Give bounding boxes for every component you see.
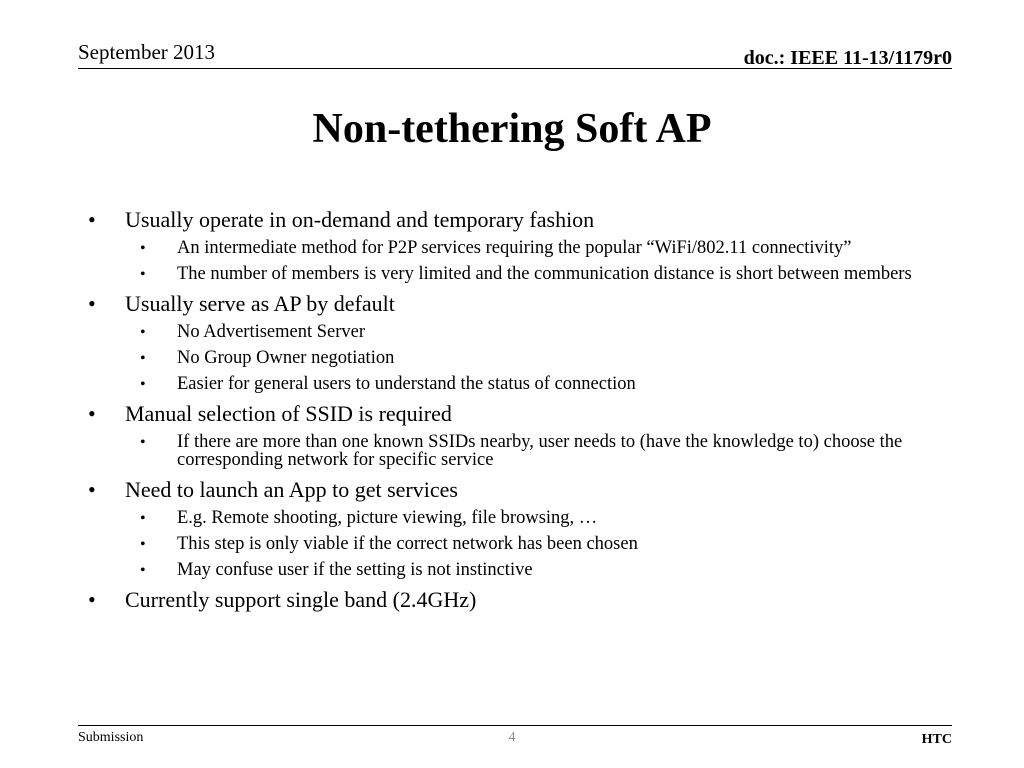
bullet-list — [88, 207, 954, 615]
bullet-text: Need to launch an App to get services — [125, 477, 458, 502]
header-date: September 2013 — [78, 40, 216, 64]
sub-bullet-marker: • — [140, 376, 146, 393]
sub-bullet-item — [125, 265, 954, 283]
sub-bullet-item — [125, 323, 954, 341]
sub-bullet-marker: • — [140, 562, 146, 579]
bullet-text: Currently support single band (2.4GHz) — [125, 587, 477, 612]
bullet-text: Usually serve as AP by default — [125, 291, 395, 316]
bullet-item — [88, 587, 954, 613]
bullet-marker: • — [88, 587, 96, 612]
sub-bullet-text: No Group Owner negotiation — [177, 348, 395, 368]
bullet-item — [88, 291, 954, 393]
sub-bullet-text: No Advertisement Server — [177, 322, 366, 342]
sub-bullet-marker: • — [140, 510, 146, 527]
bullet-item — [88, 477, 954, 579]
bullet-item — [88, 401, 954, 469]
sub-bullet-marker: • — [140, 434, 146, 451]
sub-bullet-text: This step is only viable if the correct network has been chosen — [177, 534, 638, 554]
header-divider — [78, 68, 952, 69]
bullet-marker: • — [88, 401, 96, 426]
bullet-marker: • — [88, 477, 96, 502]
sub-bullet-item — [125, 239, 954, 257]
bullet-marker: • — [88, 207, 96, 232]
sub-bullet-list — [125, 509, 954, 579]
slide-title: Non-tethering Soft AP — [312, 106, 712, 152]
bullet-text: Manual selection of SSID is required — [125, 401, 452, 426]
bullet-item — [88, 207, 954, 283]
sub-bullet-text: If there are more than one known SSIDs nearby, user needs to (have the knowledge to) choose the corresponding network for specific service — [177, 432, 903, 470]
sub-bullet-text: An intermediate method for P2P services requiring the popular “WiFi/802.11 connectivity” — [177, 238, 852, 258]
footer-company: HTC — [921, 732, 952, 747]
sub-bullet-item — [125, 375, 954, 393]
sub-bullet-marker: • — [140, 240, 146, 257]
footer-divider — [78, 725, 952, 726]
sub-bullet-item — [125, 561, 954, 579]
sub-bullet-text: E.g. Remote shooting, picture viewing, file browsing, … — [177, 508, 598, 528]
sub-bullet-marker: • — [140, 536, 146, 553]
page-number: 4 — [508, 730, 516, 745]
header-doc-id: doc.: IEEE 11-13/1179r0 — [743, 47, 952, 69]
sub-bullet-text: May confuse user if the setting is not instinctive — [177, 560, 533, 580]
sub-bullet-marker: • — [140, 350, 146, 367]
sub-bullet-list — [125, 433, 954, 469]
sub-bullet-item — [125, 509, 954, 527]
sub-bullet-item — [125, 535, 954, 553]
bullet-text: Usually operate in on-demand and temporary fashion — [125, 207, 595, 232]
sub-bullet-list — [125, 323, 954, 393]
sub-bullet-item — [125, 349, 954, 367]
sub-bullet-marker: • — [140, 324, 146, 341]
bullet-marker: • — [88, 291, 96, 316]
sub-bullet-text: The number of members is very limited and the communication distance is short between members — [177, 264, 912, 284]
sub-bullet-marker: • — [140, 266, 146, 283]
footer-submission: Submission — [78, 730, 144, 745]
sub-bullet-text: Easier for general users to understand the status of connection — [177, 374, 636, 394]
sub-bullet-item — [125, 433, 954, 469]
sub-bullet-list — [125, 239, 954, 283]
